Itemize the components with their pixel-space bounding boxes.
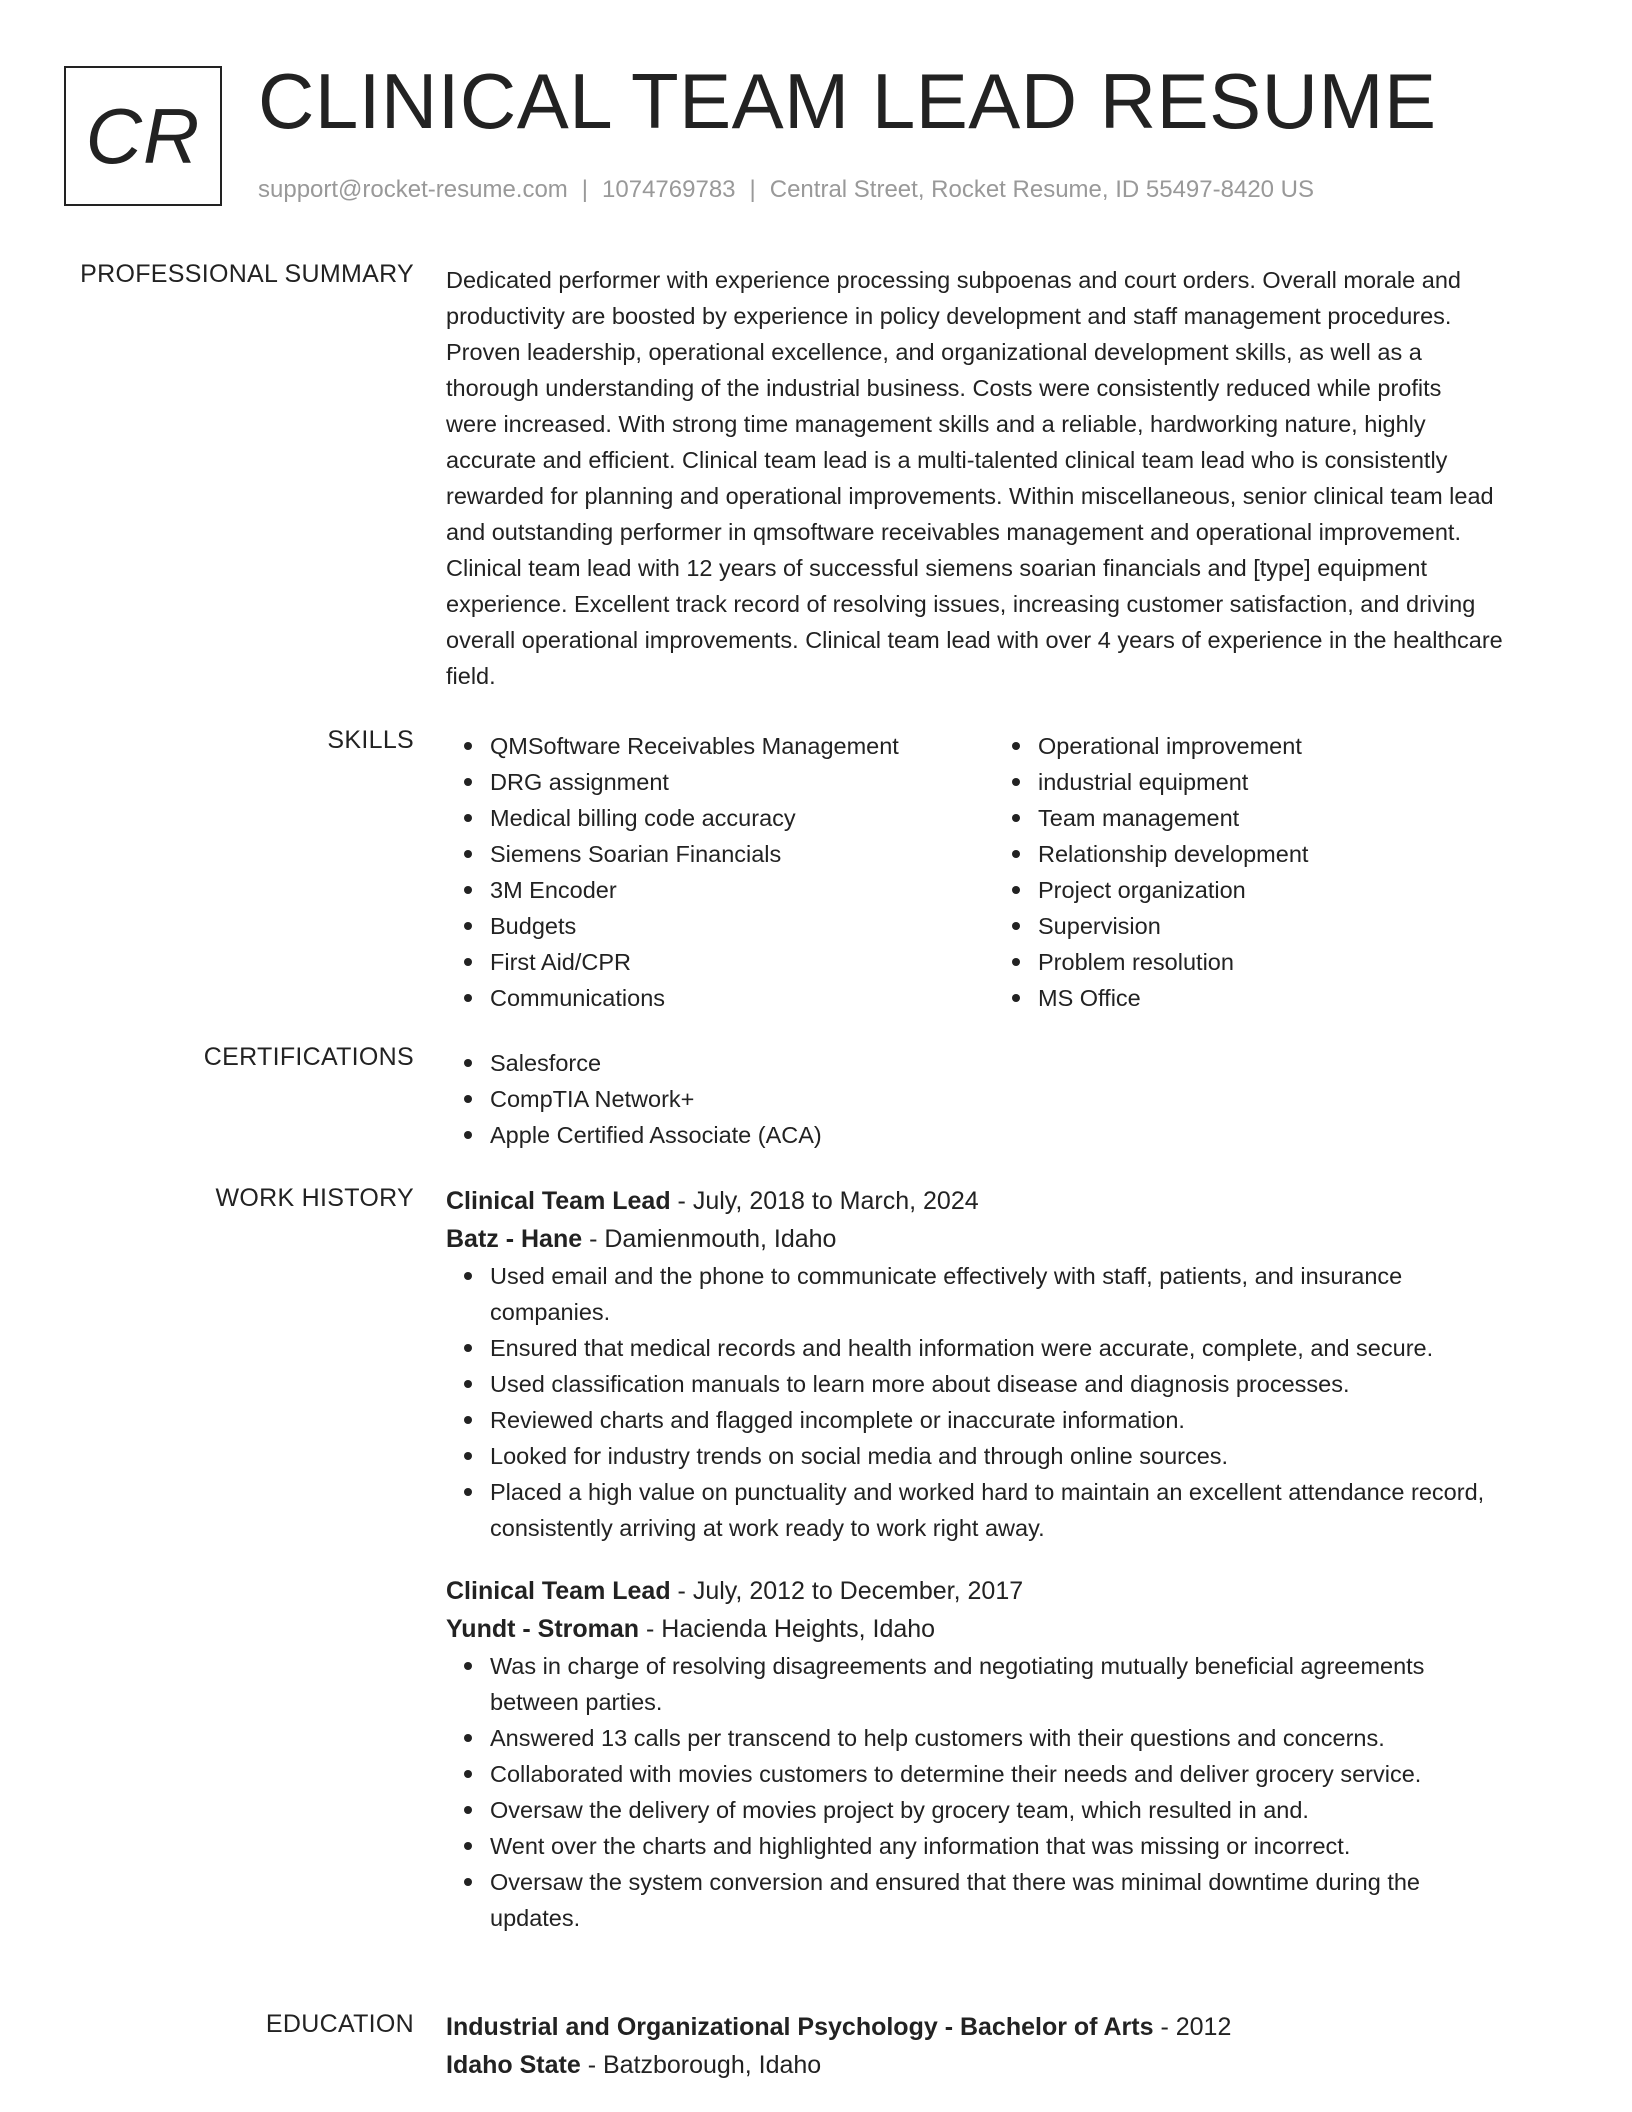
job-bullet: Oversaw the system conversion and ensured that there was minimal downtime during the updates. — [446, 1864, 1566, 1936]
job-bullet: Answered 13 calls per transcend to help customers with their questions and concerns. — [446, 1720, 1566, 1756]
skill-item: 3M Encoder — [446, 872, 994, 908]
page-title: CLINICAL TEAM LEAD RESUME — [258, 57, 1437, 145]
summary-line: overall operational improvements. Clinical team lead with over 4 years of experience in the healthcare — [446, 627, 1503, 653]
skill-item: First Aid/CPR — [446, 944, 994, 980]
summary-line: experience. Excellent track record of resolving issues, increasing customer satisfaction, and driving — [446, 591, 1476, 617]
summary-line: productivity are boosted by experience in policy development and staff management procedures. — [446, 303, 1452, 329]
job-title: Clinical Team Lead — [446, 1187, 671, 1215]
certification-item: Apple Certified Associate (ACA) — [446, 1117, 1566, 1153]
contact-line — [258, 176, 1314, 204]
separator: | — [581, 176, 589, 203]
monogram-logo: CR — [64, 66, 222, 206]
job-bullet: Went over the charts and highlighted any information that was missing or incorrect. — [446, 1828, 1566, 1864]
job-bullets — [446, 1258, 1566, 1546]
job-bullet: Used classification manuals to learn more about disease and diagnosis processes. — [446, 1366, 1566, 1402]
summary-line: were increased. With strong time management skills and a reliable, hardworking nature, highly — [446, 411, 1426, 437]
skill-item: Team management — [994, 800, 1542, 836]
job-location: - Hacienda Heights, Idaho — [639, 1615, 936, 1643]
contact-address: Central Street, Rocket Resume, ID 55497-8420 US — [769, 176, 1315, 203]
job-entry — [446, 1182, 1566, 1546]
education-year: - 2012 — [1153, 2013, 1232, 2041]
job-company-line — [446, 1220, 1566, 1258]
summary-line: accurate and efficient. Clinical team lead is a multi-talented clinical team lead who is consistently — [446, 447, 1448, 473]
job-bullet: Collaborated with movies customers to determine their needs and deliver grocery service. — [446, 1756, 1566, 1792]
section-label-education: EDUCATION — [265, 2010, 414, 2038]
summary-line: thorough understanding of the industrial business. Costs were consistently reduced while profits — [446, 375, 1442, 401]
summary-line: Dedicated performer with experience processing subpoenas and court orders. Overall morale and — [446, 267, 1461, 293]
skill-item: Supervision — [994, 908, 1542, 944]
section-label-certifications: CERTIFICATIONS — [203, 1043, 414, 1071]
skill-item: Relationship development — [994, 836, 1542, 872]
job-bullet: Reviewed charts and flagged incomplete or inaccurate information. — [446, 1402, 1566, 1438]
skill-item: industrial equipment — [994, 764, 1542, 800]
skill-item: Problem resolution — [994, 944, 1542, 980]
skill-item: QMSoftware Receivables Management — [446, 728, 994, 764]
education-school-line — [446, 2046, 1566, 2084]
skill-item: DRG assignment — [446, 764, 994, 800]
job-dates: - July, 2018 to March, 2024 — [670, 1187, 979, 1215]
section-label-skills: SKILLS — [327, 726, 414, 754]
certification-item: CompTIA Network+ — [446, 1081, 1566, 1117]
job-bullet: Placed a high value on punctuality and worked hard to maintain an excellent attendance record, consistently arriving at work ready to work right away. — [446, 1474, 1566, 1546]
job-title: Clinical Team Lead — [446, 1577, 671, 1605]
job-title-line — [446, 1182, 1566, 1220]
skill-item: Operational improvement — [994, 728, 1542, 764]
certifications-list — [446, 1045, 1566, 1153]
summary-text — [446, 262, 1566, 694]
job-bullet: Was in charge of resolving disagreements and negotiating mutually beneficial agreements between parties. — [446, 1648, 1566, 1720]
skill-item: Budgets — [446, 908, 994, 944]
job-company: Batz - Hane — [446, 1225, 583, 1253]
contact-phone: 1074769783 — [602, 176, 736, 203]
skill-item: Communications — [446, 980, 994, 1016]
summary-line: rewarded for planning and operational improvements. Within miscellaneous, senior clinical team lead — [446, 483, 1494, 509]
skill-item: Medical billing code accuracy — [446, 800, 994, 836]
certification-item: Salesforce — [446, 1045, 1566, 1081]
job-bullets — [446, 1648, 1566, 1936]
skills-list-right — [994, 728, 1542, 1016]
job-bullet: Oversaw the delivery of movies project by grocery team, which resulted in and. — [446, 1792, 1566, 1828]
job-title-line — [446, 1572, 1566, 1610]
job-company-line — [446, 1610, 1566, 1648]
skill-item: MS Office — [994, 980, 1542, 1016]
job-bullet: Looked for industry trends on social media and through online sources. — [446, 1438, 1566, 1474]
education-degree-line — [446, 2008, 1566, 2046]
job-bullet: Ensured that medical records and health information were accurate, complete, and secure. — [446, 1330, 1566, 1366]
job-location: - Damienmouth, Idaho — [582, 1225, 837, 1253]
summary-line: Clinical team lead with 12 years of successful siemens soarian financials and [type] equipment — [446, 555, 1427, 581]
skills-list-left — [446, 728, 994, 1016]
job-dates: - July, 2012 to December, 2017 — [670, 1577, 1024, 1605]
job-entry — [446, 1572, 1566, 1936]
job-company: Yundt - Stroman — [446, 1615, 640, 1643]
skill-item: Siemens Soarian Financials — [446, 836, 994, 872]
summary-line: Proven leadership, operational excellence, and organizational development skills, as well as a — [446, 339, 1422, 365]
job-bullet: Used email and the phone to communicate effectively with staff, patients, and insurance companies. — [446, 1258, 1566, 1330]
education-degree: Industrial and Organizational Psychology - Bachelor of Arts — [446, 2013, 1154, 2041]
section-label-work-history: WORK HISTORY — [215, 1184, 414, 1212]
section-label-summary: PROFESSIONAL SUMMARY — [80, 260, 414, 288]
summary-line: and outstanding performer in qmsoftware receivables management and operational improvement. — [446, 519, 1461, 545]
contact-email: support@rocket-resume.com — [258, 176, 568, 203]
education-location: - Batzborough, Idaho — [580, 2051, 822, 2079]
education-school: Idaho State — [446, 2051, 581, 2079]
skill-item: Project organization — [994, 872, 1542, 908]
summary-line: field. — [446, 663, 496, 689]
separator: | — [749, 176, 756, 203]
